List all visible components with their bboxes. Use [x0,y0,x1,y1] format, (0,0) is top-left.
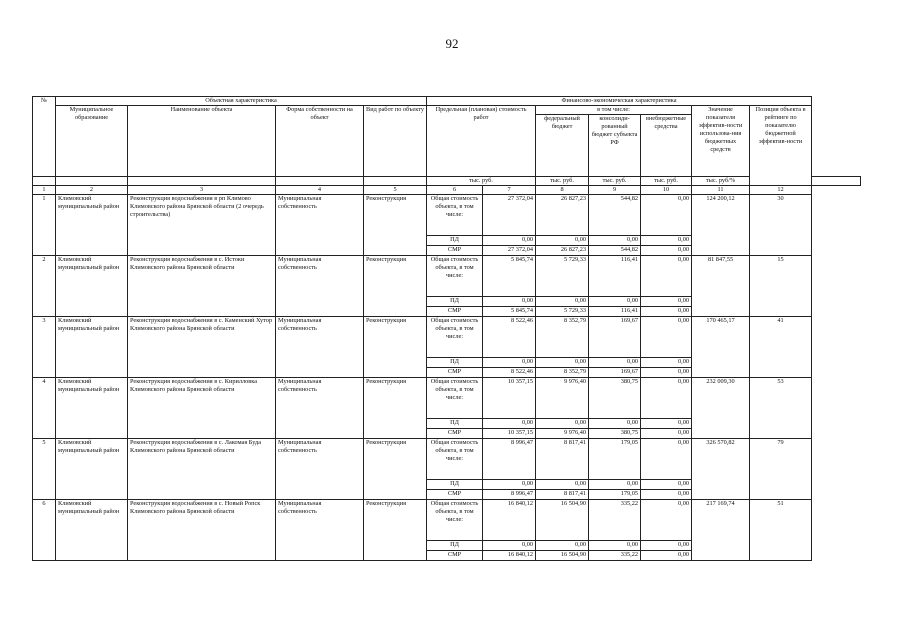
pd-federal-cell: 0,00 [536,480,589,490]
col-num: 1 [33,186,56,195]
smr-extrabudget-cell: 0,00 [641,246,692,256]
col-num: 3 [128,186,276,195]
position-cell: 30 [750,195,812,256]
header-object-name: Наименование объекта [128,106,276,177]
total-extrabudget-cell: 0,00 [641,195,692,236]
total-extrabudget-cell: 0,00 [641,500,692,541]
pd-federal-cell: 0,00 [536,541,589,551]
header-including: в том числе: [536,106,692,115]
object-name-cell: Реконструкция водоснабжения в с. Новый Ропск Климовского района Брянской области [128,500,276,561]
smr-extrabudget-cell: 0,00 [641,429,692,439]
ownership-cell: Муниципальная собственность [276,317,364,378]
row-number: 4 [33,378,56,439]
smr-extrabudget-cell: 0,00 [641,307,692,317]
municipality-cell: Климовский муниципальный район [56,378,128,439]
col-num: 4 [276,186,364,195]
page-number: 92 [445,36,459,51]
smr-label-cell: СМР [427,490,483,500]
pd-cost-cell: 0,00 [483,358,536,368]
pd-cost-cell: 0,00 [483,480,536,490]
pd-consolidated-cell: 0,00 [589,541,641,551]
smr-label-cell: СМР [427,429,483,439]
work-type-cell: Реконструкция [364,500,427,561]
row-number: 5 [33,439,56,500]
pd-cost-cell: 0,00 [483,541,536,551]
indicator-cell: 217 169,74 [692,500,750,561]
indicator-cell: 170 465,17 [692,317,750,378]
header-indicator: Значение показателя эффектив-ности использова-ния бюджетных средств [692,106,750,177]
total-label-cell: Общая стоимость объекта, в том числе: [427,317,483,358]
smr-label-cell: СМР [427,246,483,256]
total-federal-cell: 26 827,23 [536,195,589,236]
pd-federal-cell: 0,00 [536,236,589,246]
table-row [33,500,861,541]
smr-extrabudget-cell: 0,00 [641,551,692,561]
indicator-cell: 81 847,55 [692,256,750,317]
smr-consolidated-cell: 169,67 [589,368,641,378]
row-number: 2 [33,256,56,317]
pd-extrabudget-cell: 0,00 [641,419,692,429]
total-label-cell: Общая стоимость объекта, в том числе: [427,256,483,297]
col-num: 7 [483,186,536,195]
total-cost-cell: 10 357,15 [483,378,536,419]
pd-extrabudget-cell: 0,00 [641,297,692,307]
col-num: 9 [589,186,641,195]
header-position: Позиция объекта в рейтинге по показателю бюджетной эффектив-ности [750,106,812,186]
smr-extrabudget-cell: 0,00 [641,490,692,500]
smr-consolidated-cell: 116,41 [589,307,641,317]
unit-consolidated: тыс. руб. [589,177,641,186]
pd-label-cell: ПД [427,297,483,307]
header-finance-group: Финансово-экономическая характеристика [427,97,812,106]
indicator-cell: 124 200,12 [692,195,750,256]
col-num: 6 [427,186,483,195]
pd-consolidated-cell: 0,00 [589,236,641,246]
smr-cost-cell: 8 996,47 [483,490,536,500]
total-extrabudget-cell: 0,00 [641,378,692,419]
col-num: 10 [641,186,692,195]
smr-cost-cell: 5 845,74 [483,307,536,317]
municipality-cell: Климовский муниципальный район [56,195,128,256]
position-cell: 79 [750,439,812,500]
pd-federal-cell: 0,00 [536,297,589,307]
total-cost-cell: 8 522,46 [483,317,536,358]
total-federal-cell: 5 729,33 [536,256,589,297]
total-cost-cell: 16 840,12 [483,500,536,541]
position-cell: 51 [750,500,812,561]
ownership-cell: Муниципальная собственность [276,439,364,500]
total-consolidated-cell: 380,75 [589,378,641,419]
municipality-cell: Климовский муниципальный район [56,317,128,378]
column-number-row [33,186,861,195]
indicator-cell: 232 009,30 [692,378,750,439]
total-extrabudget-cell: 0,00 [641,439,692,480]
col-num: 8 [536,186,589,195]
total-consolidated-cell: 179,05 [589,439,641,480]
smr-consolidated-cell: 544,82 [589,246,641,256]
total-consolidated-cell: 116,41 [589,256,641,297]
col-num: 2 [56,186,128,195]
pd-federal-cell: 0,00 [536,419,589,429]
header-num: № [33,97,56,177]
investment-table [32,96,861,561]
object-name-cell: Реконструкция водоснабжения в рп Климово Климовского района Брянской области (2 очередь строительства) [128,195,276,256]
col-num: 12 [750,186,812,195]
ownership-cell: Муниципальная собственность [276,256,364,317]
total-label-cell: Общая стоимость объекта, в том числе: [427,378,483,419]
table-row [33,256,861,297]
total-label-cell: Общая стоимость объекта, в том числе: [427,439,483,480]
pd-cost-cell: 0,00 [483,236,536,246]
total-label-cell: Общая стоимость объекта, в том числе: [427,195,483,236]
header-ownership: Форма собственности на объект [276,106,364,177]
col-num: 5 [364,186,427,195]
smr-federal-cell: 8 817,41 [536,490,589,500]
smr-cost-cell: 16 840,12 [483,551,536,561]
pd-consolidated-cell: 0,00 [589,419,641,429]
header-cost: Предельная (плановая) стоимость работ [427,106,536,177]
total-cost-cell: 27 372,04 [483,195,536,236]
header-consolidated: консолиди-рованный бюджет субъекта РФ [589,115,641,177]
pd-cost-cell: 0,00 [483,297,536,307]
ownership-cell: Муниципальная собственность [276,500,364,561]
row-number: 3 [33,317,56,378]
header-row-1 [33,97,861,106]
col-num: 11 [692,186,750,195]
smr-cost-cell: 10 357,15 [483,429,536,439]
pd-label-cell: ПД [427,419,483,429]
total-label-cell: Общая стоимость объекта, в том числе: [427,500,483,541]
position-cell: 15 [750,256,812,317]
total-consolidated-cell: 335,22 [589,500,641,541]
smr-federal-cell: 5 729,33 [536,307,589,317]
smr-federal-cell: 26 827,23 [536,246,589,256]
smr-cost-cell: 27 372,04 [483,246,536,256]
pd-consolidated-cell: 0,00 [589,480,641,490]
object-name-cell: Реконструкция водоснабжения в с. Истоки Климовского района Брянской области [128,256,276,317]
pd-consolidated-cell: 0,00 [589,297,641,307]
header-federal: федеральный бюджет [536,115,589,177]
header-municipality: Муниципальное образование [56,106,128,177]
total-federal-cell: 9 976,40 [536,378,589,419]
unit-indicator: тыс. руб/% [692,177,750,186]
municipality-cell: Климовский муниципальный район [56,439,128,500]
position-cell: 41 [750,317,812,378]
unit-extrabudget: тыс. руб. [641,177,692,186]
municipality-cell: Климовский муниципальный район [56,500,128,561]
pd-federal-cell: 0,00 [536,358,589,368]
smr-consolidated-cell: 335,22 [589,551,641,561]
total-federal-cell: 8 352,79 [536,317,589,358]
pd-consolidated-cell: 0,00 [589,358,641,368]
smr-consolidated-cell: 380,75 [589,429,641,439]
work-type-cell: Реконструкция [364,378,427,439]
total-cost-cell: 8 996,47 [483,439,536,480]
ownership-cell: Муниципальная собственность [276,378,364,439]
work-type-cell: Реконструкция [364,317,427,378]
header-units-row [33,177,861,186]
smr-extrabudget-cell: 0,00 [641,368,692,378]
table-row [33,317,861,358]
object-name-cell: Реконструкция водоснабжения в с. Каменский Хутор Климовского района Брянской области [128,317,276,378]
smr-federal-cell: 9 976,40 [536,429,589,439]
total-extrabudget-cell: 0,00 [641,317,692,358]
smr-label-cell: СМР [427,551,483,561]
pd-label-cell: ПД [427,236,483,246]
pd-label-cell: ПД [427,541,483,551]
pd-extrabudget-cell: 0,00 [641,541,692,551]
header-object-group: Объектная характеристика [56,97,427,106]
unit-cost: тыс. руб. [427,177,536,186]
smr-federal-cell: 16 504,90 [536,551,589,561]
table-row [33,378,861,419]
pd-label-cell: ПД [427,358,483,368]
row-number: 6 [33,500,56,561]
total-consolidated-cell: 169,67 [589,317,641,358]
unit-federal: тыс. руб. [536,177,589,186]
municipality-cell: Климовский муниципальный район [56,256,128,317]
total-cost-cell: 5 845,74 [483,256,536,297]
position-cell: 53 [750,378,812,439]
row-number: 1 [33,195,56,256]
total-federal-cell: 16 504,90 [536,500,589,541]
pd-extrabudget-cell: 0,00 [641,236,692,246]
header-row-2 [33,106,861,115]
table-row [33,195,861,236]
smr-cost-cell: 8 522,46 [483,368,536,378]
object-name-cell: Реконструкция водоснабжения в с. Лакомая Буда Климовского района Брянской области [128,439,276,500]
header-work-type: Вид работ по объекту [364,106,427,177]
header-extrabudget: внебюджетные средства [641,115,692,177]
pd-label-cell: ПД [427,480,483,490]
smr-label-cell: СМР [427,368,483,378]
work-type-cell: Реконструкция [364,439,427,500]
pd-extrabudget-cell: 0,00 [641,358,692,368]
smr-federal-cell: 8 352,79 [536,368,589,378]
table-row [33,439,861,480]
smr-consolidated-cell: 179,05 [589,490,641,500]
ownership-cell: Муниципальная собственность [276,195,364,256]
pd-cost-cell: 0,00 [483,419,536,429]
total-federal-cell: 8 817,41 [536,439,589,480]
total-extrabudget-cell: 0,00 [641,256,692,297]
pd-extrabudget-cell: 0,00 [641,480,692,490]
smr-label-cell: СМР [427,307,483,317]
object-name-cell: Реконструкция водоснабжения в с. Кирилловка Климовского района Брянской области [128,378,276,439]
total-consolidated-cell: 544,82 [589,195,641,236]
work-type-cell: Реконструкция [364,256,427,317]
work-type-cell: Реконструкция [364,195,427,256]
indicator-cell: 326 570,82 [692,439,750,500]
